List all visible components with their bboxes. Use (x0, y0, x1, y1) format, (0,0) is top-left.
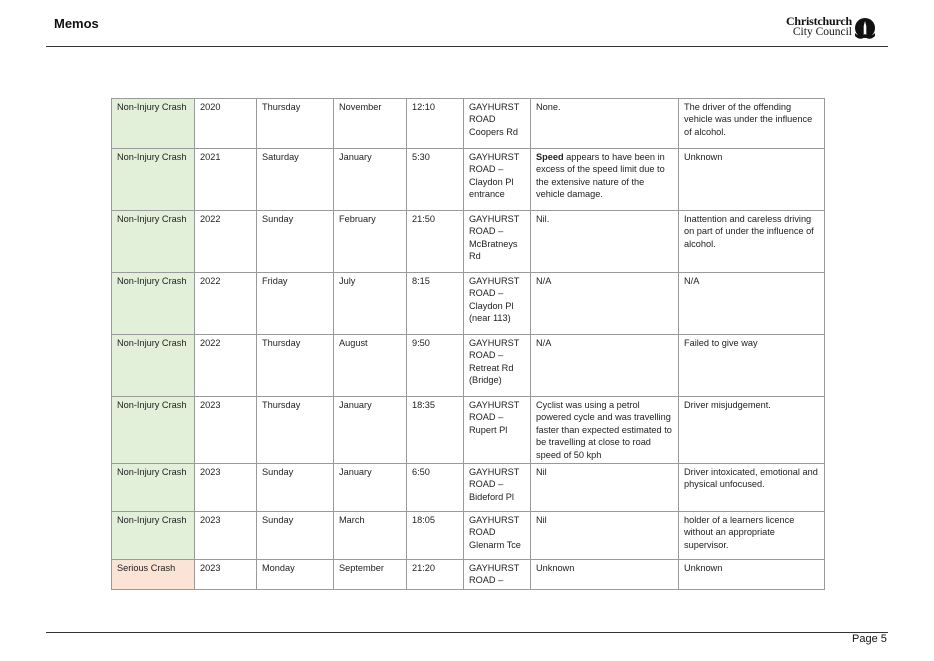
crash-location-cell: GAYHURST ROAD Glenarm Tce (464, 512, 531, 560)
page-number: Page 5 (852, 633, 887, 645)
crash-location-cell: GAYHURST ROAD – Rupert Pl (464, 397, 531, 464)
crash-year-cell: 2020 (195, 99, 257, 149)
crash-time-cell: 18:05 (407, 512, 464, 560)
crash-month-cell: November (334, 99, 407, 149)
crash-factor-cell: None. (531, 99, 679, 149)
table-row (112, 273, 825, 335)
crash-cause-cell: Failed to give way (679, 335, 825, 397)
crash-factor-cell: Nil (531, 464, 679, 512)
crash-category-cell: Non-Injury Crash (112, 512, 195, 560)
logo-line-1: Christchurch (785, 14, 852, 28)
crash-category-cell: Non-Injury Crash (112, 464, 195, 512)
council-logo (776, 16, 886, 42)
crash-location-cell: GAYHURST ROAD – Claydon Pl (near 113) (464, 273, 531, 335)
crash-month-cell: September (334, 560, 407, 590)
footer-rule (46, 632, 888, 633)
crash-records-body (112, 99, 825, 590)
crash-factor-cell: N/A (531, 273, 679, 335)
crash-time-cell: 21:20 (407, 560, 464, 590)
crash-category-cell: Non-Injury Crash (112, 397, 195, 464)
crash-day-cell: Thursday (257, 397, 334, 464)
crash-month-cell: March (334, 512, 407, 560)
crash-factor-cell: N/A (531, 335, 679, 397)
crash-category-cell: Non-Injury Crash (112, 99, 195, 149)
table-row (112, 464, 825, 512)
crash-category-cell: Non-Injury Crash (112, 335, 195, 397)
crash-category-cell: Non-Injury Crash (112, 149, 195, 211)
crash-month-cell: January (334, 397, 407, 464)
crash-location-cell: GAYHURST ROAD – Claydon Pl entrance (464, 149, 531, 211)
factor-text: appears to have been in excess of the speed limit due to the extensive nature of the vehicle damage. (536, 152, 665, 200)
crash-time-cell: 6:50 (407, 464, 464, 512)
crash-day-cell: Thursday (257, 99, 334, 149)
logo-text (776, 16, 852, 38)
crash-cause-cell: The driver of the offending vehicle was under the influence of alcohol. (679, 99, 825, 149)
table-row (112, 335, 825, 397)
crash-factor-cell: Nil. (531, 211, 679, 273)
crash-cause-cell: Inattention and careless driving on part of under the influence of alcohol. (679, 211, 825, 273)
crash-factor-cell: Unknown (531, 560, 679, 590)
crash-month-cell: January (334, 149, 407, 211)
crash-cause-cell: Unknown (679, 560, 825, 590)
crash-factor-cell (531, 149, 679, 211)
crash-time-cell: 12:10 (407, 99, 464, 149)
crash-day-cell: Friday (257, 273, 334, 335)
header-rule (46, 46, 888, 47)
crash-cause-cell: Driver misjudgement. (679, 397, 825, 464)
crash-year-cell: 2023 (195, 464, 257, 512)
crash-day-cell: Sunday (257, 211, 334, 273)
crash-day-cell: Sunday (257, 464, 334, 512)
cathedral-logo-icon (853, 17, 877, 41)
table-row (112, 397, 825, 464)
crash-month-cell: August (334, 335, 407, 397)
crash-day-cell: Saturday (257, 149, 334, 211)
crash-year-cell: 2022 (195, 211, 257, 273)
crash-factor-cell: Cyclist was using a petrol powered cycle and was travelling faster than expected estimated to be travelling at close to road speed of 50 kph (531, 397, 679, 464)
crash-category-cell: Serious Crash (112, 560, 195, 590)
crash-time-cell: 21:50 (407, 211, 464, 273)
crash-year-cell: 2022 (195, 273, 257, 335)
crash-location-cell: GAYHURST ROAD – (464, 560, 531, 590)
crash-month-cell: January (334, 464, 407, 512)
factor-emphasis: Speed (536, 152, 564, 162)
crash-year-cell: 2021 (195, 149, 257, 211)
crash-time-cell: 8:15 (407, 273, 464, 335)
crash-cause-cell: Driver intoxicated, emotional and physical unfocused. (679, 464, 825, 512)
crash-time-cell: 18:35 (407, 397, 464, 464)
crash-cause-cell: Unknown (679, 149, 825, 211)
table-row (112, 211, 825, 273)
table-row (112, 149, 825, 211)
crash-location-cell: GAYHURST ROAD – Bideford Pl (464, 464, 531, 512)
logo-line-2: City Council (792, 26, 852, 38)
crash-factor-cell: Nil (531, 512, 679, 560)
crash-location-cell: GAYHURST ROAD Coopers Rd (464, 99, 531, 149)
crash-month-cell: July (334, 273, 407, 335)
crash-location-cell: GAYHURST ROAD – McBratneys Rd (464, 211, 531, 273)
crash-year-cell: 2023 (195, 512, 257, 560)
crash-category-cell: Non-Injury Crash (112, 211, 195, 273)
crash-time-cell: 5:30 (407, 149, 464, 211)
crash-month-cell: February (334, 211, 407, 273)
crash-day-cell: Thursday (257, 335, 334, 397)
table-row (112, 99, 825, 149)
table-row (112, 560, 825, 590)
page-header-title: Memos (54, 16, 99, 31)
crash-year-cell: 2023 (195, 560, 257, 590)
crash-time-cell: 9:50 (407, 335, 464, 397)
crash-day-cell: Monday (257, 560, 334, 590)
crash-cause-cell: holder of a learners licence without an appropriate supervisor. (679, 512, 825, 560)
crash-cause-cell: N/A (679, 273, 825, 335)
crash-category-cell: Non-Injury Crash (112, 273, 195, 335)
crash-location-cell: GAYHURST ROAD – Retreat Rd (Bridge) (464, 335, 531, 397)
table-row (112, 512, 825, 560)
crash-day-cell: Sunday (257, 512, 334, 560)
crash-year-cell: 2022 (195, 335, 257, 397)
crash-year-cell: 2023 (195, 397, 257, 464)
crash-records-table (111, 98, 825, 590)
